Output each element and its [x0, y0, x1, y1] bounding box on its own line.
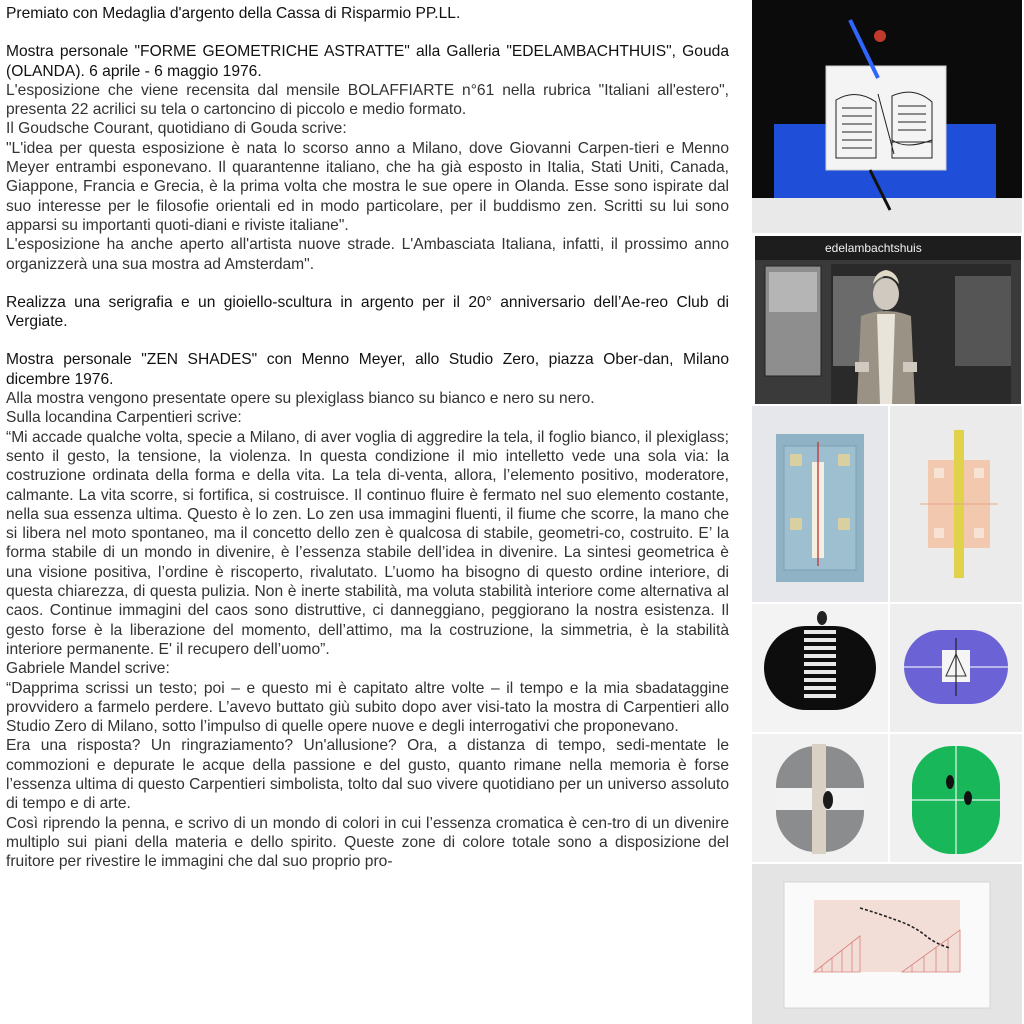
- artwork-black-oval: [752, 604, 888, 732]
- artwork-green-oval: [890, 734, 1022, 862]
- paragraph: L'esposizione che viene recensita dal mensile BOLAFFIARTE n°61 nella rubrica "Italiani all'estero", presenta 22 acrilici su tela o cartoncino di piccolo e medio formato.: [6, 81, 729, 119]
- artwork-grey-oval: [752, 734, 888, 862]
- quote-paragraph: “Mi accade qualche volta, specie a Milano, di aver voglia di aggredire la tela, il foglio bianco, il plexiglass; sento il gesto, la tensione, la violenza. In questa condizione il mio intelletto vede una sola via: la costruzione ordinata della forma e della vita. La tela di-venta, allora, l’elemento positivo, moderatore, calmante. La vita scorre, si fortifica, si costruisce. Il continuo fluire è fermato nel suo elemento costante, nella sua essenza ultima. Questo è lo zen. Lo zen usa immagini fluenti, il fiume che scorre, la mano che si libera nel moto spontaneo, ma il concetto dello zen è qualcosa di stabile, geometri-co, costruito. E’ la forma stabile di un mondo in divenire, è l’essenza stabile dell’idea in divenire. La sintesi geometrica è una visione positiva, l’ordine è riscoperto, rivalutato. L’uomo ha bisogno di questo ordine interiore, di questa chiarezza, di questa pulizia. Non è inerte stabilità, ma voluta stabilità interiore come alternativa al caos. Continue immagini del caos sono distruttive, ci danneggiano, peggiorano la nostra esistenza. Il gesto forse è la liberazione del momento, dell’attimo, ma la costruzione, la simmetria, è la stabilità interiore permanente. E' il recupero dell’uomo”.: [6, 428, 729, 658]
- artwork-blue-vertical: [752, 406, 888, 602]
- image-column: [752, 0, 1024, 1024]
- artwork-peach-vertical: [890, 406, 1022, 602]
- paragraph: Alla mostra vengono presentate opere su plexiglass bianco su bianco e nero su nero.: [6, 390, 595, 408]
- shop-sign: edelambachtshuis: [825, 241, 922, 255]
- artwork-framed-triangles: [752, 864, 1022, 1024]
- quote-paragraph: "L'idea per questa esposizione è nata lo scorso anno a Milano, dove Giovanni Carpen-tieri e Menno Meyer entrambi esponevano. Il quarantenne italiano, che ha già esposto in Italia, Stati Uniti, Canada, Giappone, Francia e Grecia, è la prima volta che mostra le sue opere in Olanda. Esse sono ispirate dal suo interesse per le filosofie orientali ed in modo particolare, per il buddismo zen. Scritti su lui sono apparsi su importanti quoti-diani e riviste italiane".: [6, 139, 729, 234]
- award-line: Premiato con Medaglia d'argento della Cassa di Risparmio PP.LL.: [6, 5, 461, 22]
- paragraph: Gabriele Mandel scrive:: [6, 660, 170, 678]
- quote-paragraph: Era una risposta? Un ringraziamento? Un'allusione? Ora, a distanza di tempo, sedi-mentate le commozioni e depurate le acque della passione e del gusto, quanto rimane nella memoria è forse l’essenza ultima di questo Carpentieri simbolista, tolto dal suo vivere quotidiano per un universo assoluto di tempo e di arte.: [6, 737, 729, 813]
- artwork-plexiglass-blue: [752, 0, 1022, 233]
- exhibition-title-gouda: Mostra personale "FORME GEOMETRICHE ASTRATTE" alla Galleria "EDELAMBACHTHUIS", Gouda (OLANDA). 6 aprile - 6 maggio 1976.: [6, 43, 729, 80]
- quote-paragraph: Così riprendo la penna, e scrivo di un mondo di colori in cui l’essenza cromatica è cen-tro di un divenire multiplo sui piani della materia e dello spirito. Queste zone di colore totale sono a disposizione del fruitore per rivestire le immagini che dal suo proprio pro-: [6, 814, 729, 871]
- exhibition-title-milano: Mostra personale "ZEN SHADES" con Menno Meyer, allo Studio Zero, piazza Ober-dan, Milano dicembre 1976.: [6, 351, 729, 388]
- paragraph: Sulla locandina Carpentieri scrive:: [6, 409, 242, 427]
- quote-paragraph: “Dapprima scrissi un testo; poi – e questo mi è capitato altre volte – il tempo e la mia sbadataggine provvidero a farmelo perdere. L’avevo buttato giù subito dopo aver visi-tato la mostra di Carpentieri allo Studio Zero di Milano, sotto l’impulso di quelle opere nuove e degli interrogativi che proponevano.: [6, 679, 729, 736]
- serigraph-line: Realizza una serigrafia e un gioiello-scultura in argento per il 20° anniversario dell’Ae-reo Club di Vergiate.: [6, 293, 729, 331]
- paragraph: L'esposizione ha anche aperto all'artista nuove strade. L'Ambasciata Italiana, infatti, il prossimo anno organizzerà una sua mostra ad Amsterdam".: [6, 236, 729, 273]
- paragraph: Il Goudsche Courant, quotidiano di Gouda scrive:: [6, 120, 347, 138]
- artwork-purple-oval: [890, 604, 1022, 732]
- article-text: [6, 4, 729, 871]
- photo-gallery-facade: [755, 236, 1021, 404]
